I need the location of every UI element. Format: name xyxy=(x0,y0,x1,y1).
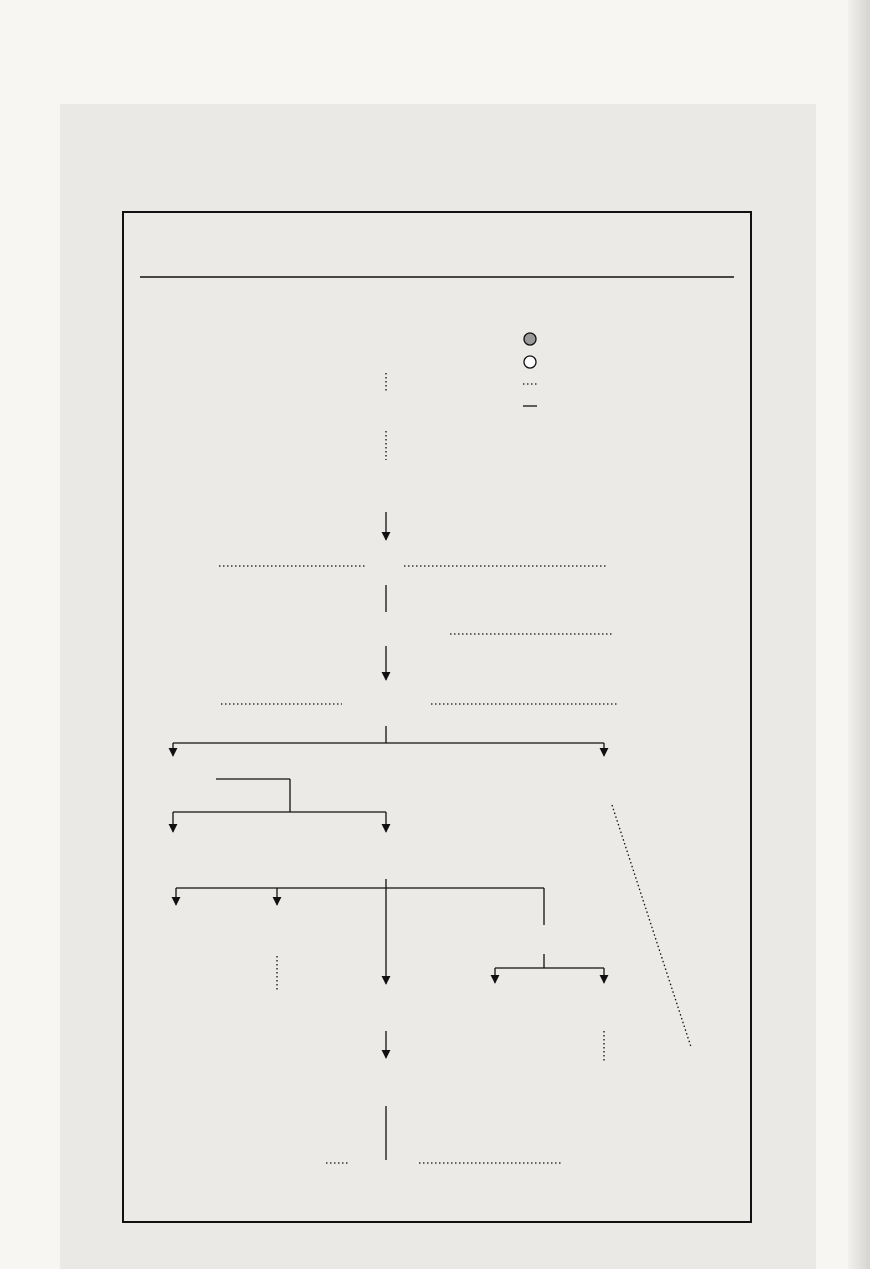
diagram-frame xyxy=(123,212,751,1222)
legend-filled-circle-icon xyxy=(524,333,536,345)
legend-open-circle-icon xyxy=(524,356,536,368)
